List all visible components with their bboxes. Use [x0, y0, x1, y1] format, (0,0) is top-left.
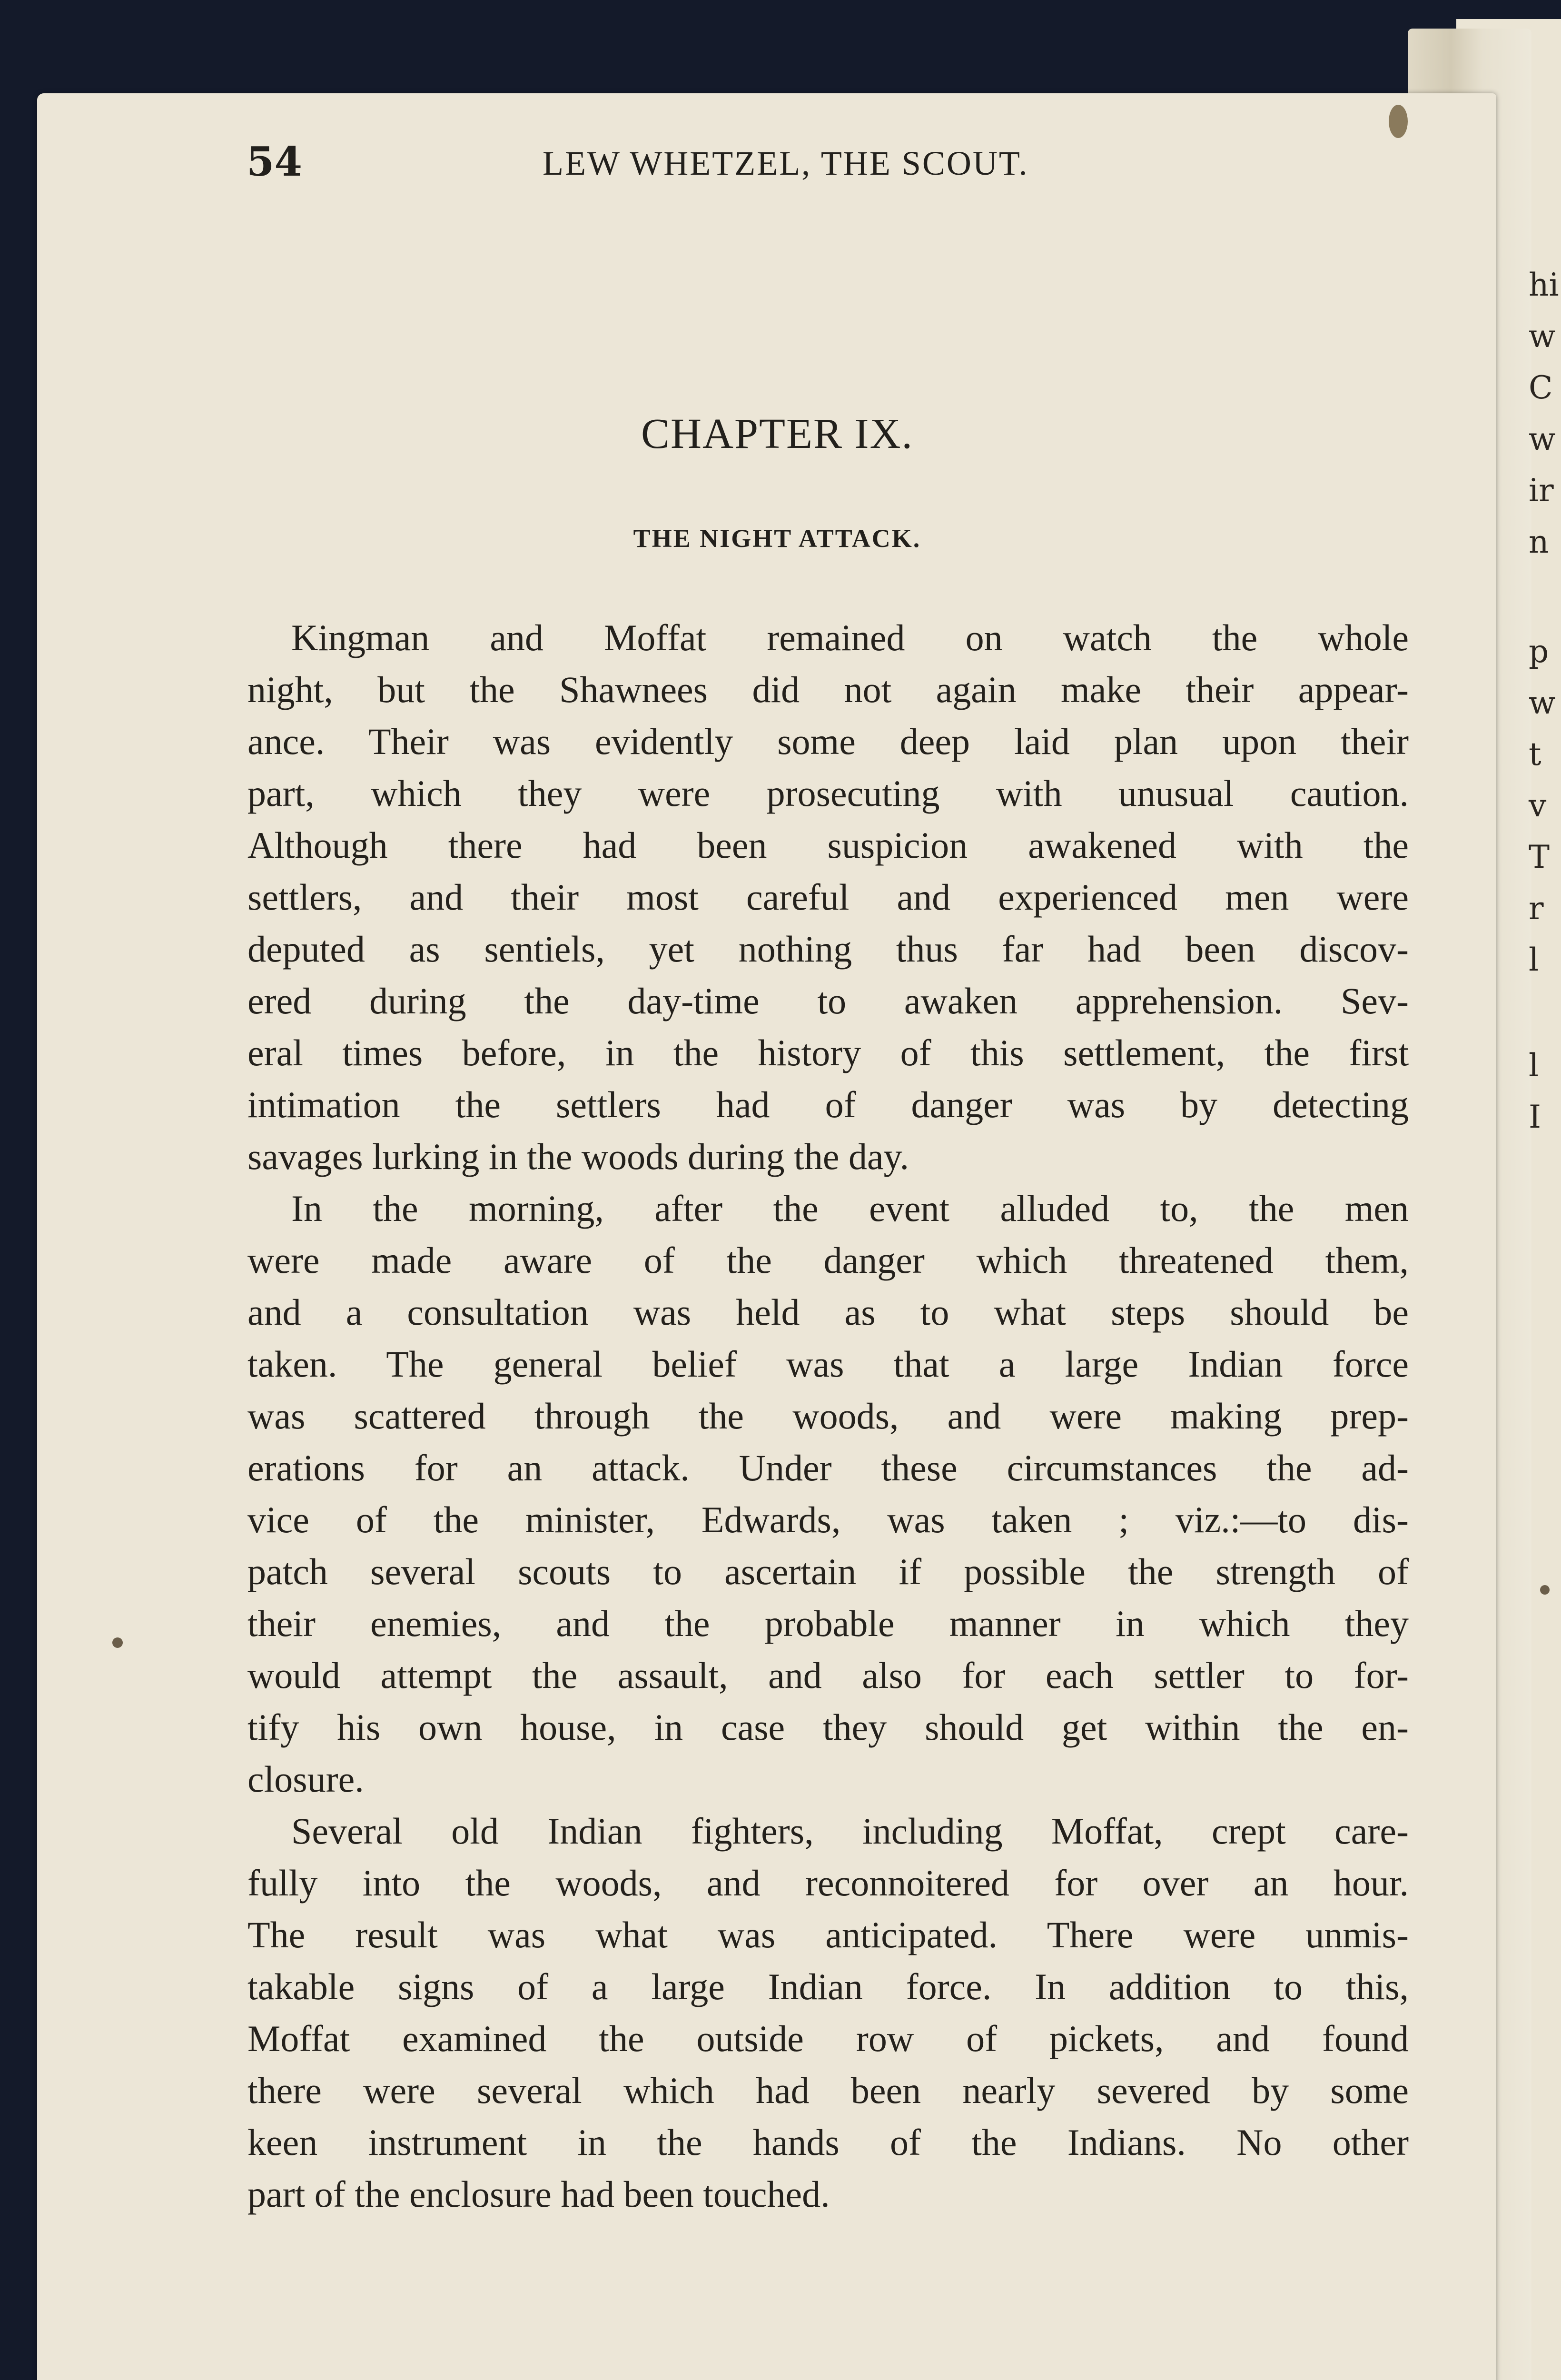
facing-page-fragment: l	[1529, 1047, 1539, 1084]
text-line: were made aware of the danger which threatened them,	[247, 1240, 1409, 1281]
text-line: tify his own house, in case they should get within the en-	[247, 1706, 1409, 1748]
paper-stain	[1389, 105, 1408, 138]
text-line: was scattered through the woods, and were making prep-	[247, 1395, 1409, 1437]
text-line: part, which they were prosecuting with unusual caution.	[247, 773, 1409, 814]
facing-page-fragment: t	[1529, 736, 1541, 773]
facing-page-fragment: w	[1529, 318, 1556, 355]
text-line: intimation the settlers had of danger was by detecting	[247, 1084, 1409, 1125]
text-line: part of the enclosure had been touched.	[247, 2173, 830, 2215]
text-line: Kingman and Moffat remained on watch the whole	[291, 617, 1409, 658]
facing-page-fragment: w	[1529, 684, 1556, 721]
text-line: The result was what was anticipated. There were unmis-	[247, 1914, 1409, 1955]
chapter-title: CHAPTER IX.	[641, 410, 914, 457]
text-line: and a consultation was held as to what steps should be	[247, 1291, 1409, 1333]
chapter-subtitle: THE NIGHT ATTACK.	[633, 524, 921, 553]
paper-speck	[112, 1637, 123, 1648]
facing-page-fragment: v	[1529, 787, 1547, 824]
facing-page-fragment: w	[1529, 421, 1556, 457]
text-line: ance. Their was evidently some deep laid plan upon their	[247, 721, 1409, 762]
text-line: In the morning, after the event alluded to, the men	[291, 1188, 1409, 1229]
facing-page-fragment: n	[1529, 524, 1549, 560]
text-line: eral times before, in the history of this settlement, the first	[247, 1032, 1409, 1073]
text-line: fully into the woods, and reconnoitered for over an hour.	[247, 1862, 1409, 1904]
text-line: patch several scouts to ascertain if possible the strength of	[247, 1551, 1409, 1592]
facing-page-fragment: I	[1529, 1099, 1541, 1135]
paper-speck	[1540, 1585, 1550, 1595]
text-line: night, but the Shawnees did not again make their appear-	[247, 669, 1409, 710]
facing-page-fragment: l	[1529, 942, 1539, 978]
text-line: erations for an attack. Under these circumstances the ad-	[247, 1447, 1409, 1488]
text-line: Although there had been suspicion awakened with the	[247, 824, 1409, 866]
facing-page-fragment: r	[1529, 890, 1544, 927]
facing-page-fragment: hi	[1529, 267, 1559, 303]
text-line: closure.	[247, 1758, 364, 1800]
text-line: keen instrument in the hands of the Indians. No other	[247, 2122, 1409, 2163]
facing-page-fragment: p	[1529, 633, 1549, 670]
text-line: taken. The general belief was that a large Indian force	[247, 1343, 1409, 1385]
body-text	[247, 612, 1409, 2220]
text-line: vice of the minister, Edwards, was taken ; viz.:—to dis-	[247, 1499, 1409, 1540]
page-number: 54	[247, 138, 302, 185]
text-line: would attempt the assault, and also for each settler to for-	[247, 1655, 1409, 1696]
text-line: there were several which had been nearly severed by some	[247, 2070, 1409, 2111]
text-line: takable signs of a large Indian force. In addition to this,	[247, 1966, 1409, 2007]
facing-page-fragment: ir	[1529, 472, 1554, 509]
facing-page-fragment: T	[1529, 839, 1550, 875]
text-line: settlers, and their most careful and experienced men were	[247, 876, 1409, 918]
facing-page-fragment: C	[1529, 369, 1553, 406]
text-line: their enemies, and the probable manner in which they	[247, 1603, 1409, 1644]
text-line: ered during the day-time to awaken apprehension. Sev-	[247, 980, 1409, 1021]
text-line: Moffat examined the outside row of pickets, and found	[247, 2018, 1409, 2059]
text-line: Several old Indian fighters, including Moffat, crept care-	[291, 1810, 1409, 1852]
running-title: LEW WHETZEL, THE SCOUT.	[543, 144, 1029, 182]
text-line: savages lurking in the woods during the day.	[247, 1136, 909, 1177]
text-line: deputed as sentiels, yet nothing thus far had been discov-	[247, 928, 1409, 970]
